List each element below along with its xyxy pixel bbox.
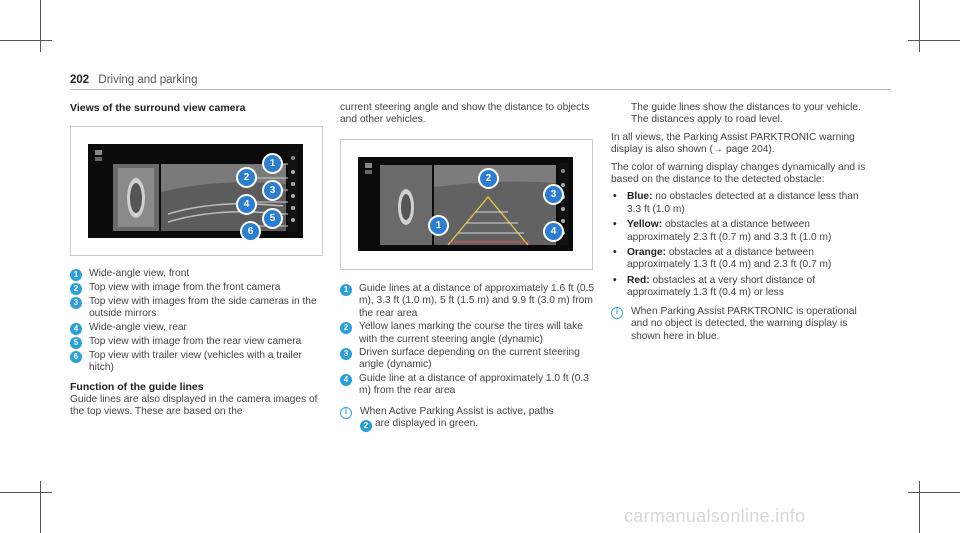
list-item	[70, 282, 325, 295]
bullet-text	[627, 247, 873, 272]
crop-mark	[0, 40, 52, 41]
legend-text: Wide-angle view, rear	[89, 321, 187, 333]
camera-display	[358, 157, 573, 251]
crop-mark	[40, 481, 41, 533]
bullet-label: Orange:	[627, 247, 667, 259]
info-note	[340, 406, 595, 433]
figure-callout: 3	[262, 180, 283, 201]
bullet: •	[613, 191, 617, 203]
list-item	[70, 322, 325, 335]
crop-mark	[40, 0, 41, 52]
legend-text: Yellow lanes marking the course the tires will take with the current steering angle (dynamic)	[359, 321, 583, 345]
legend-text: Top view with image from the front camera	[89, 282, 281, 293]
legend-number: 2	[340, 322, 352, 334]
figure-guide-lines	[340, 139, 593, 270]
legend-number: 2	[70, 283, 82, 295]
list-item	[340, 321, 595, 346]
body-text: The color of warning display changes dynamically and is based on the distance to the detected obstacle:	[611, 161, 866, 186]
legend-text: Guide line at a distance of approximately 1.0 ft (0.3 m) from the rear area	[359, 372, 589, 397]
header-divider	[70, 89, 891, 90]
body-text: Guide lines are also displayed in the camera images of the top views. These are based on the	[70, 394, 318, 418]
legend-text: Top view with trailer view (vehicles with a trailer hitch)	[89, 349, 302, 374]
column-1	[70, 102, 325, 118]
page-number: 202	[70, 74, 90, 86]
bullet-desc: no obstacles detected at a distance less than 3.3 ft (1.0 m)	[627, 191, 859, 215]
legend-number: 3	[340, 348, 352, 360]
column-1-body	[70, 268, 325, 424]
figure-callout: 2	[236, 167, 257, 188]
list-item	[340, 347, 595, 372]
legend-number: 2	[360, 420, 372, 432]
figure-callout: 2	[478, 168, 499, 189]
color-list	[611, 191, 873, 299]
legend-text: Top view with image from the rear view camera	[89, 335, 302, 347]
bullet-desc: obstacles at a very short distance of approximately 1.3 ft (0.4 m) or less	[627, 274, 815, 299]
camera-display-graphic	[358, 157, 573, 251]
bullet-label: Red:	[627, 274, 650, 286]
crop-mark	[908, 40, 960, 41]
legend-number: 1	[340, 284, 352, 296]
list-item	[70, 296, 325, 321]
crop-mark	[0, 492, 52, 493]
section-heading: Views of the surround view camera	[70, 102, 246, 114]
legend-number: 4	[70, 323, 82, 335]
bullet-desc: obstacles at a distance between approximately 2.3 ft (0.7 m) and 3.3 ft (1.0 m)	[627, 219, 832, 243]
legend-text: Top view with images from the side cameras in the outside mirrors	[89, 296, 317, 320]
legend-number: 3	[70, 297, 82, 309]
legend-text: Guide lines at a distance of approximately 1.6 ft (0.5 m), 3.3 ft (1.0 m), 5 ft (1.5 m) and 9.9 ft (3.0 m) from the rear area	[359, 283, 595, 319]
figure-callout: 4	[543, 221, 564, 242]
bullet-label: Blue:	[627, 191, 653, 203]
info-icon: i	[611, 307, 623, 319]
watermark: carmanualsonline.info	[624, 506, 806, 526]
camera-display	[88, 144, 303, 238]
legend-text: Wide-angle view, front	[89, 268, 190, 279]
legend-text: Driven surface depending on the current steering angle (dynamic)	[359, 347, 580, 371]
info-note	[611, 306, 873, 343]
bullet-text	[627, 219, 873, 244]
legend-number: 5	[70, 337, 82, 349]
list-item	[611, 247, 873, 272]
figure-callout: 5	[262, 208, 283, 229]
list-item	[340, 283, 595, 320]
list-item	[70, 336, 325, 349]
column-2	[340, 102, 595, 132]
legend-list	[70, 268, 325, 375]
note-text	[360, 406, 554, 433]
bullet: •	[613, 219, 617, 231]
crop-mark	[919, 0, 920, 52]
bullet-label: Yellow:	[627, 219, 663, 231]
legend-list	[340, 283, 595, 398]
list-item	[70, 350, 325, 375]
list-item	[70, 268, 325, 281]
list-item	[340, 373, 595, 398]
list-item	[611, 219, 873, 244]
figure-camera-views	[70, 126, 323, 256]
legend-number: 6	[70, 351, 82, 363]
info-icon: i	[340, 407, 352, 419]
list-item	[611, 275, 873, 300]
subsection-heading: Function of the guide lines	[70, 380, 204, 393]
list-item	[611, 191, 873, 216]
note-text-part: When Active Parking Assist is active, paths	[360, 405, 554, 417]
bullet: •	[613, 247, 617, 259]
bullet-text	[627, 275, 873, 300]
figure-callout: 6	[240, 221, 261, 242]
figure-callout: 1	[262, 153, 283, 174]
column-3	[611, 102, 873, 343]
figure-callout: 3	[543, 184, 564, 205]
body-text: current steering angle and show the distance to objects and other vehicles.	[340, 102, 590, 126]
bullet-desc: obstacles at a distance between approximately 1.3 ft (0.4 m) and 2.3 ft (0.7 m)	[627, 247, 832, 271]
page-header	[70, 74, 197, 86]
bullet: •	[613, 274, 617, 286]
crop-mark	[908, 492, 960, 493]
body-text: The guide lines show the distances to your vehicle. The distances apply to road level.	[631, 102, 861, 126]
figure-callout: 1	[428, 215, 449, 236]
section-title: Driving and parking	[98, 74, 198, 86]
bullet-text	[627, 191, 873, 216]
note-text: When Parking Assist PARKTRONIC is operational and no object is detected, the warning display is shown here in blue.	[631, 305, 857, 342]
note-text-part: are displayed in green.	[375, 418, 479, 430]
legend-number: 1	[70, 269, 82, 281]
legend-number: 4	[340, 374, 352, 386]
figure-callout: 4	[236, 194, 257, 215]
crop-mark	[919, 481, 920, 533]
body-text: In all views, the Parking Assist PARKTRONIC warning display is also shown (→ page 204).	[611, 131, 855, 156]
column-2-body	[340, 283, 595, 432]
